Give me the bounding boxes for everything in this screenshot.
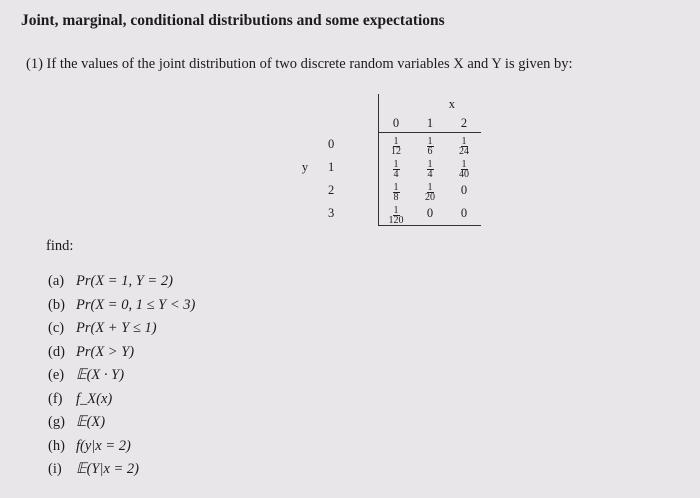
question-item bbox=[48, 458, 195, 482]
question-label: (c) bbox=[48, 320, 65, 336]
question-list bbox=[48, 270, 195, 482]
question-label: (i) bbox=[48, 461, 62, 477]
question-expression: 𝔼(X) bbox=[76, 414, 106, 430]
question-expression: f_X(x) bbox=[76, 390, 113, 407]
question-label: (f) bbox=[48, 390, 63, 407]
x-value-2: 2 bbox=[460, 115, 468, 130]
question-expression: Pr(X + Y ≤ 1) bbox=[76, 320, 157, 336]
prob-cell: $\frac{1}{6}$ bbox=[413, 133, 447, 157]
question-item bbox=[48, 270, 195, 294]
question-label: (h) bbox=[48, 437, 65, 454]
question-label: (a) bbox=[48, 273, 65, 289]
problem-statement: (1) If the values of the joint distribution of two discrete random variables X and Y is given by: bbox=[26, 56, 573, 72]
question-item bbox=[48, 341, 195, 365]
x-value-0: 0 bbox=[379, 114, 414, 133]
x-axis-label: x bbox=[448, 96, 455, 111]
prob-cell: $\frac{1}{24}$ bbox=[447, 133, 481, 157]
y-value-2: 2 bbox=[328, 183, 335, 197]
prob-cell: $\frac{1}{40}$ bbox=[459, 159, 469, 180]
joint-distribution-table bbox=[290, 94, 481, 226]
question-label: (g) bbox=[48, 414, 65, 430]
prob-cell: $\frac{1}{120}$ bbox=[379, 202, 414, 226]
y-axis-label: y bbox=[301, 160, 309, 174]
question-expression: Pr(X > Y) bbox=[76, 343, 135, 360]
question-item bbox=[48, 411, 195, 435]
prob-cell: 0 bbox=[413, 202, 447, 226]
question-item bbox=[48, 388, 195, 412]
x-value-1: 1 bbox=[426, 115, 434, 130]
y-value-0: 0 bbox=[328, 136, 335, 151]
prob-cell: $\frac{1}{20}$ bbox=[425, 182, 435, 203]
question-expression: Pr(X = 1, Y = 2) bbox=[76, 273, 173, 289]
question-label: (d) bbox=[48, 343, 65, 360]
question-item bbox=[48, 294, 195, 318]
question-label: (e) bbox=[48, 367, 65, 383]
question-expression: 𝔼(Y|x = 2) bbox=[76, 461, 140, 477]
question-item bbox=[48, 364, 195, 388]
question-expression: Pr(X = 0, 1 ≤ Y < 3) bbox=[76, 296, 196, 313]
prob-cell: 0 bbox=[447, 202, 481, 226]
prob-cell: $\frac{1}{8}$ bbox=[379, 179, 414, 202]
prob-cell: $\frac{1}{4}$ bbox=[379, 156, 414, 179]
prob-cell: $\frac{1}{4}$ bbox=[427, 159, 433, 180]
prob-cell: 0 bbox=[460, 183, 468, 197]
question-item bbox=[48, 317, 195, 341]
y-value-1: 1 bbox=[328, 160, 335, 174]
page-title: Joint, marginal, conditional distributions and some expectations bbox=[21, 12, 445, 29]
prob-cell: $\frac{1}{12}$ bbox=[379, 133, 414, 157]
question-expression: f(y|x = 2) bbox=[76, 437, 131, 454]
find-label: find: bbox=[46, 238, 74, 254]
y-value-3: 3 bbox=[328, 206, 335, 221]
question-label: (b) bbox=[48, 296, 65, 313]
question-item bbox=[48, 435, 195, 459]
question-expression: 𝔼(X · Y) bbox=[76, 367, 125, 383]
